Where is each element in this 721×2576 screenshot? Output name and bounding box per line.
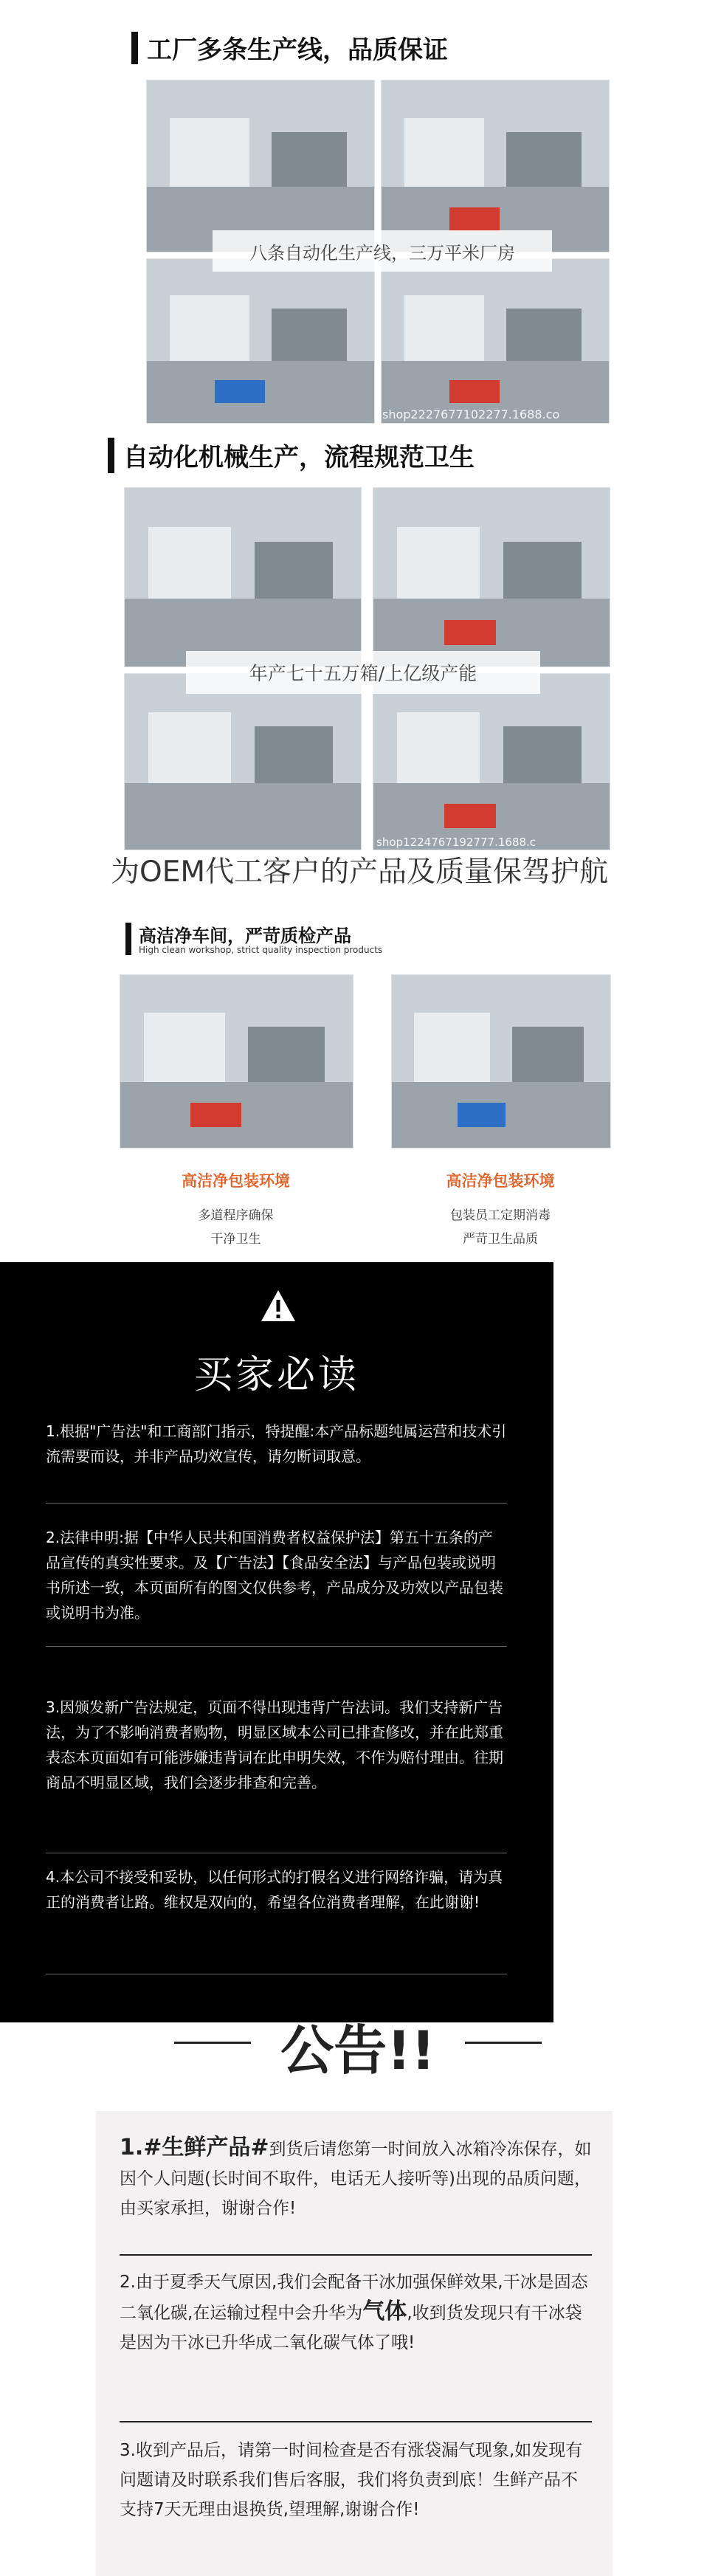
right-desc-line2: 严苛卫生品质 <box>463 1232 538 1247</box>
factory-photo-3 <box>146 258 375 424</box>
machine-photo-3 <box>124 673 362 850</box>
notice-item-2: 2.法律申明:据【中华人民共和国消费者权益保护法】第五十五条的产品宣传的真实性要求。及【广告法】【食品安全法】与产品包装或说明书所述一致，本页面所有的图文仅供参考，产品成分及功效以产品包装或说明书为准。 <box>46 1529 503 1622</box>
section1-overlay <box>213 230 552 272</box>
heading-bar <box>125 923 131 955</box>
factory-photo-2 <box>381 80 610 252</box>
section1-heading <box>131 30 448 66</box>
workshop-photo-left <box>120 974 353 1148</box>
gas-emphasis: 气体 <box>362 2298 407 2324</box>
warning-icon <box>260 1289 297 1323</box>
factory-photo-4 <box>381 258 610 424</box>
announcement-item-2 <box>120 2267 592 2358</box>
announcement-rule-left <box>174 2042 251 2044</box>
section2-overlay <box>186 651 540 694</box>
section3-subtitle: High clean workshop, strict quality inspection products <box>139 945 383 955</box>
buyer-notice-panel <box>0 1262 553 2022</box>
announcement-item-2-a: 2.由于夏季天气原因,我们会配备干冰加强保鲜效果,干冰是固态二氧化碳,在运输过程中会升华为 <box>120 2273 588 2323</box>
right-desc-line1: 包装员工定期消毒 <box>450 1208 551 1223</box>
heading-bar <box>131 32 138 64</box>
machine-photo-2 <box>373 487 610 667</box>
left-desc-line2: 干净卫生 <box>210 1232 261 1247</box>
notice-item-1: 1.根据"广告法"和工商部门指示，特提醒:本产品标题纯属运营和技术引流需要而设，并非产品功效宣传，请勿断词取意。 <box>46 1422 507 1465</box>
workshop-photo-right <box>391 974 611 1148</box>
section1-watermark: shop2227677102277.1688.co <box>382 407 560 421</box>
notice-divider <box>46 1646 507 1647</box>
announcement-item-1-text: 到货后请您第一时间放入冰箱冷冻保存，如因个人问题(长时间不取件，电话无人接听等)出现的品质问题，由买家承担，谢谢合作! <box>120 2140 592 2218</box>
right-caption: 高洁净包装环境 <box>446 1172 555 1190</box>
section3-title: 高洁净车间，严苛质检产品 <box>139 926 351 946</box>
announcement-divider <box>120 2421 592 2422</box>
announcement-panel <box>96 2111 613 2576</box>
left-caption: 高洁净包装环境 <box>182 1172 290 1190</box>
notice-title: 买家必读 <box>193 1353 359 1397</box>
section1-overlay-text: 八条自动化生产线，三万平米厂房 <box>249 242 515 264</box>
section2-heading <box>108 437 475 473</box>
notice-item-3: 3.因颁发新广告法规定，页面不得出现违背广告法词。我们支持新广告法，为了不影响消费者购物，明显区域本公司已排查修改，并在此郑重表态本页面如有可能涉嫌违背词在此申明失效，不作为赔付理由。往期商品不明显区域，我们会逐步排查和完善。 <box>46 1698 503 1791</box>
notice-item-4: 4.本公司不接受和妥协，以任何形式的打假名义进行网络诈骗，请为真正的消费者让路。维权是双向的，希望各位消费者理解，在此谢谢! <box>46 1868 503 1911</box>
section2-title: 自动化机械生产，流程规范卫生 <box>123 443 475 472</box>
machine-photo-4 <box>373 673 610 850</box>
machine-photo-1 <box>124 487 362 667</box>
heading-bar <box>108 438 114 473</box>
announcement-item-3: 3.收到产品后，请第一时间检查是否有涨袋漏气现象,如发现有问题请及时联系我们售后客服，我们将负责到底！生鲜产品不支持7天无理由退换货,望理解,谢谢合作! <box>120 2441 583 2519</box>
oem-slogan: 为OEM代工客户的产品及质量保驾护航 <box>111 855 608 889</box>
section1-title: 工厂多条生产线，品质保证 <box>147 35 448 65</box>
announcement-rule-right <box>465 2042 542 2044</box>
announcement-title: 公告!! <box>280 2019 435 2081</box>
fresh-product-tag: 1.#生鲜产品# <box>120 2135 269 2160</box>
factory-photo-1 <box>146 80 375 252</box>
section2-watermark: shop1224767192777.1688.c <box>376 836 537 849</box>
section2-overlay-text: 年产七十五万箱/上亿级产能 <box>249 663 477 684</box>
announcement-item-1 <box>120 2133 592 2223</box>
announcement-item-2-b: ,收到货发现只有干冰袋是因为干冰已升华成二氧化碳气体了哦! <box>120 2304 582 2352</box>
left-desc-line1: 多道程序确保 <box>198 1208 274 1223</box>
notice-divider <box>46 1503 507 1504</box>
announcement-divider <box>120 2254 592 2256</box>
